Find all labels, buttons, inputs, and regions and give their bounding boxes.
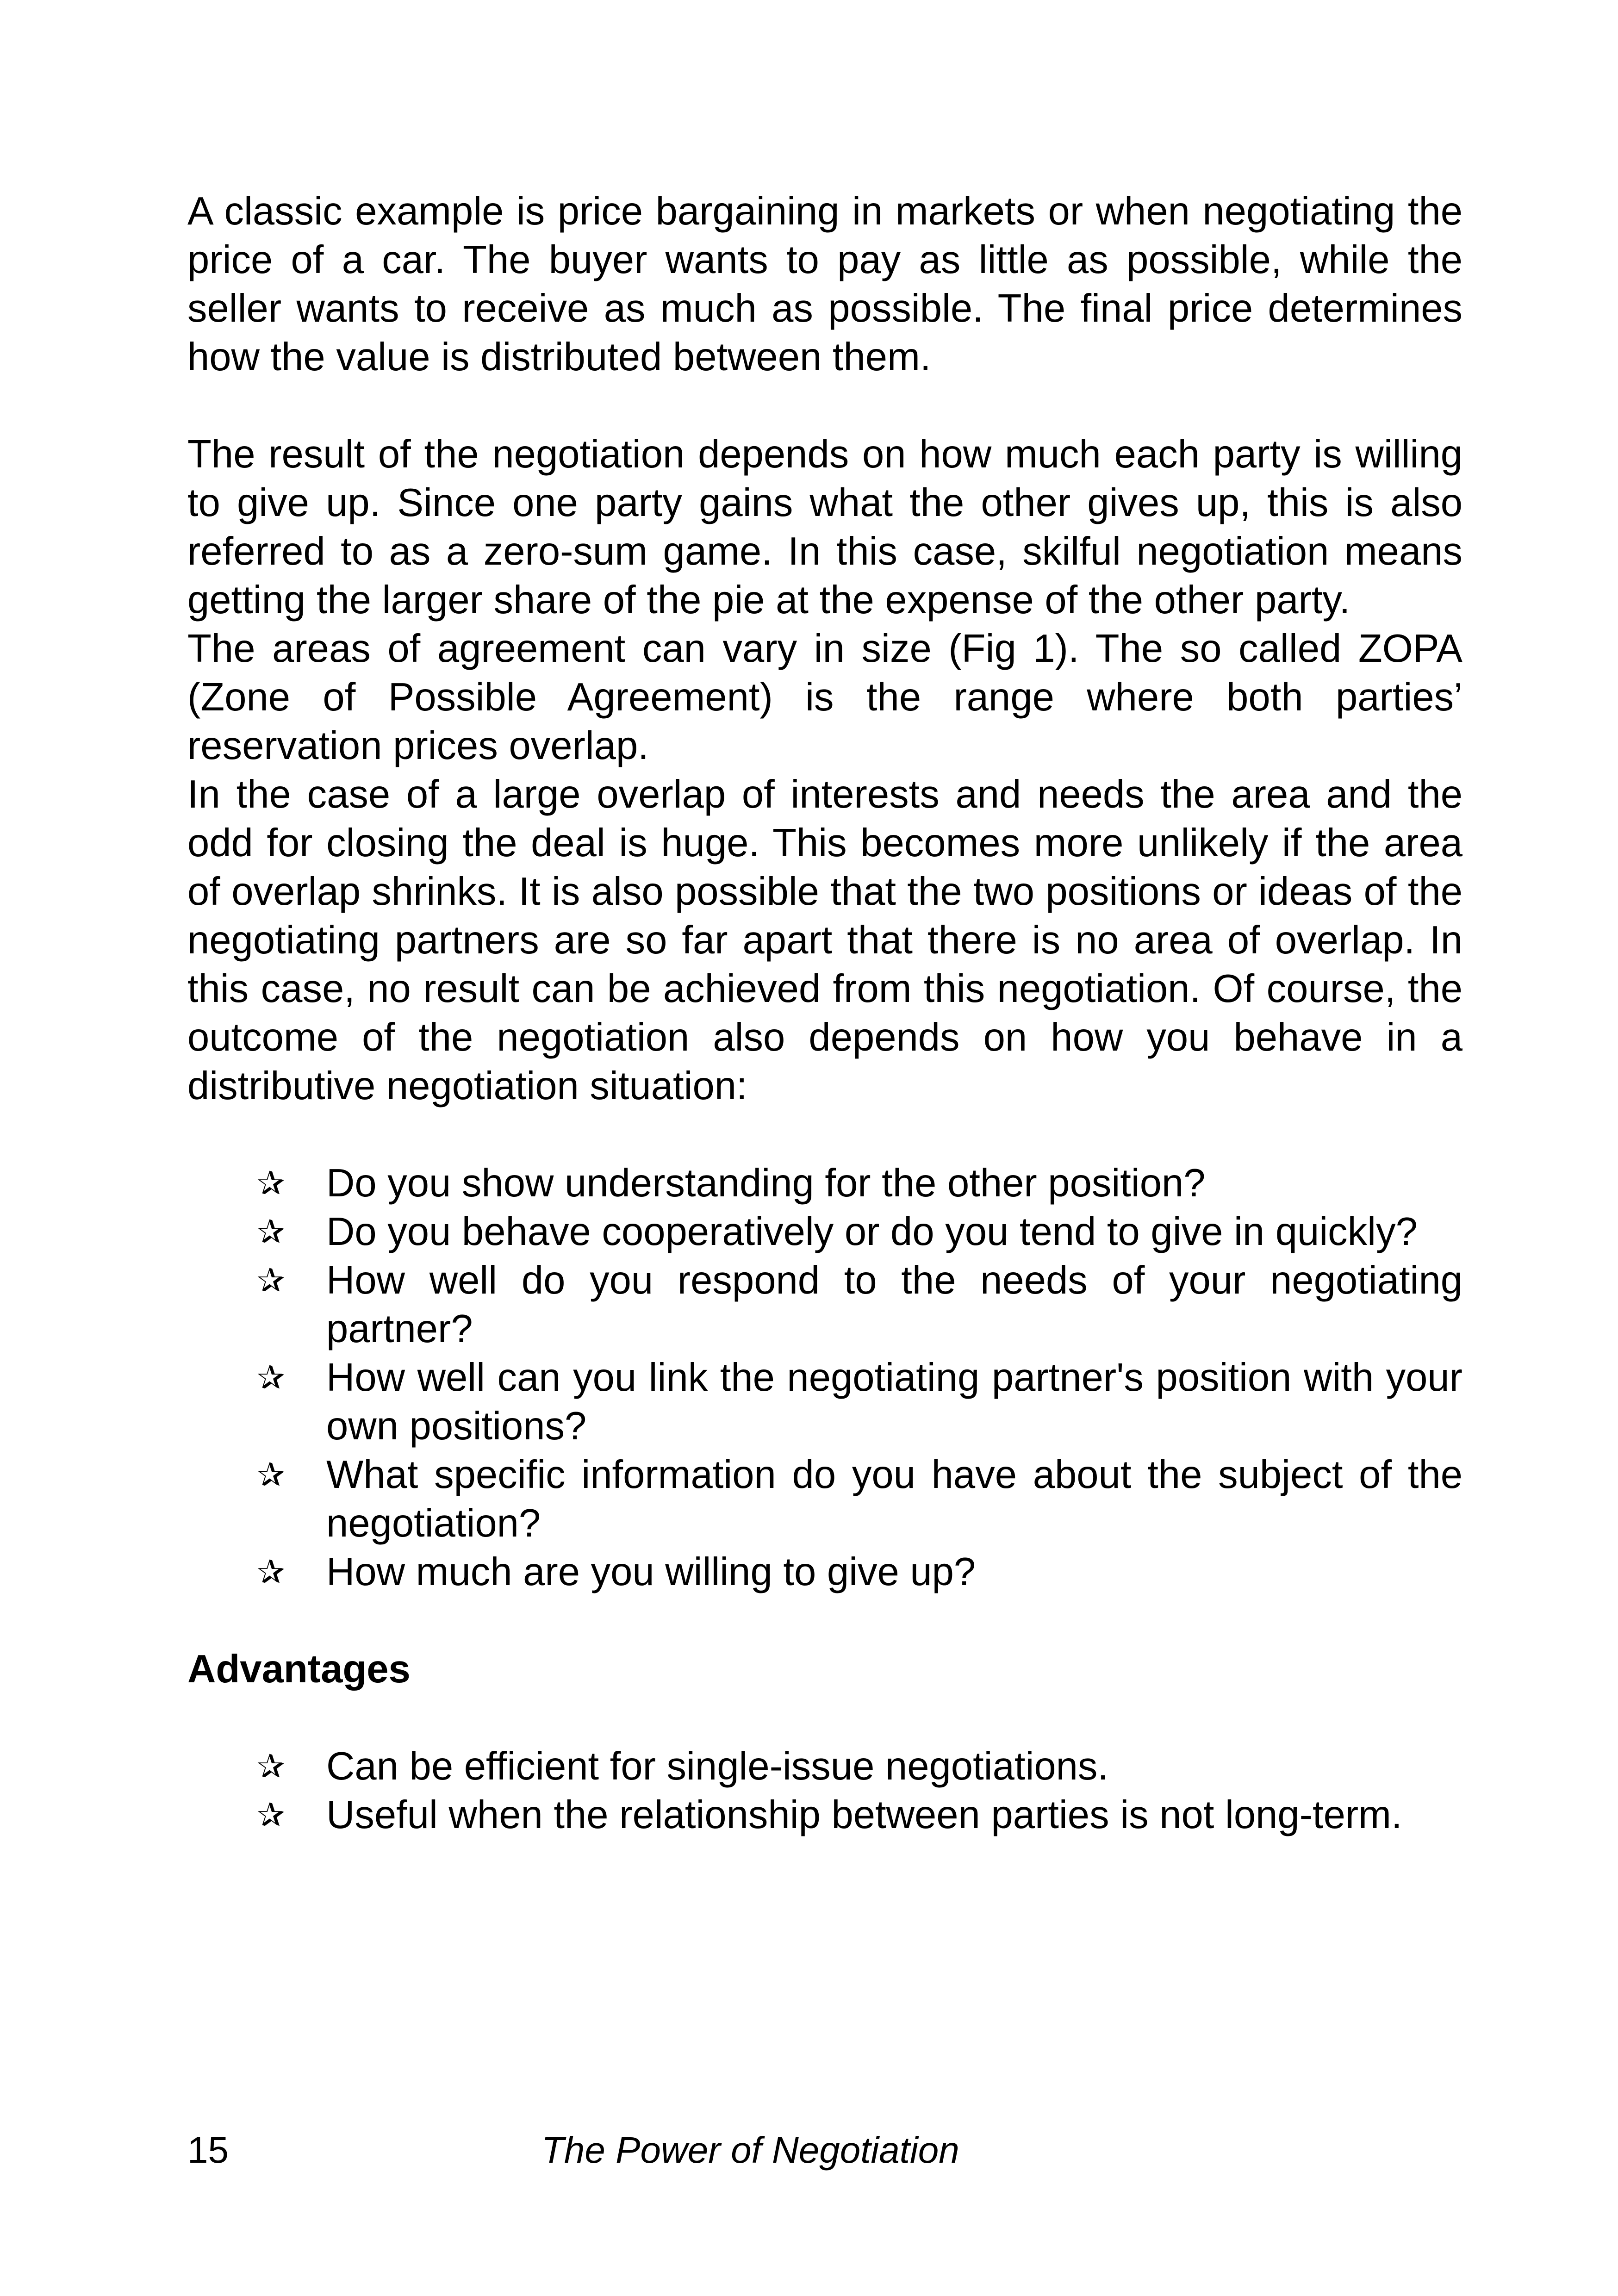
page-content bbox=[187, 187, 1462, 1839]
question-list bbox=[187, 1159, 1462, 1596]
list-item bbox=[187, 1742, 1462, 1791]
list-item-text: Do you behave cooperatively or do you tend to give in quickly? bbox=[326, 1210, 1418, 1254]
star-bullet-icon: ✰ bbox=[257, 1455, 285, 1494]
section-spacer bbox=[187, 1596, 1462, 1645]
list-item-text: Can be efficient for single-issue negotiations. bbox=[326, 1744, 1108, 1788]
paragraph-price-bargaining: A classic example is price bargaining in markets or when negotiating the price of a car. The buyer wants to pay as little as possible, while the seller wants to receive as much as possible. The final price determines how the value is distributed between them. bbox=[187, 189, 1462, 379]
page-number: 15 bbox=[187, 2129, 229, 2171]
advantages-list bbox=[187, 1742, 1462, 1839]
section-spacer bbox=[187, 1693, 1462, 1742]
paragraph-zero-sum: The result of the negotiation depends on how much each party is willing to give up. Since one party gains what the other gives up, this is also referred to as a zero-sum game. In this case, skilful negotiation means getting the larger share of the pie at the expense of the other party. bbox=[187, 432, 1462, 622]
star-bullet-icon: ✰ bbox=[257, 1552, 285, 1591]
list-item-text: How much are you willing to give up? bbox=[326, 1550, 976, 1594]
star-bullet-icon: ✰ bbox=[257, 1261, 285, 1300]
list-item-text: How well do you respond to the needs of your negotiating partner? bbox=[326, 1258, 1462, 1351]
star-bullet-icon: ✰ bbox=[257, 1212, 285, 1251]
list-item bbox=[187, 1791, 1462, 1839]
list-item bbox=[187, 1207, 1462, 1256]
list-item-text: Do you show understanding for the other position? bbox=[326, 1161, 1206, 1205]
paragraph-spacer bbox=[187, 381, 1462, 430]
list-item bbox=[187, 1159, 1462, 1207]
paragraph-overlap: In the case of a large overlap of interests and needs the area and the odd for closing the deal is huge. This becomes more unlikely if the area of overlap shrinks. It is also possible that the two positions or ideas of the negotiating partners are so far apart that there is no area of overlap. In this case, no result can be achieved from this negotiation. Of course, the outcome of the negotiation also depends on how you behave in a distributive negotiation situation: bbox=[187, 772, 1462, 1108]
star-bullet-icon: ✰ bbox=[257, 1358, 285, 1397]
list-item bbox=[187, 1548, 1462, 1596]
star-bullet-icon: ✰ bbox=[257, 1795, 285, 1834]
star-bullet-icon: ✰ bbox=[257, 1164, 285, 1202]
list-item-text: What specific information do you have about the subject of the negotiation? bbox=[326, 1453, 1462, 1545]
paragraph-zopa: The areas of agreement can vary in size (Fig 1). The so called ZOPA (Zone of Possible Agreement) is the range where both parties’ reservation prices overlap. bbox=[187, 627, 1462, 768]
list-item-text: How well can you link the negotiating partner's position with your own positions? bbox=[326, 1356, 1462, 1448]
star-bullet-icon: ✰ bbox=[257, 1747, 285, 1786]
list-item bbox=[187, 1256, 1462, 1353]
list-item-text: Useful when the relationship between parties is not long-term. bbox=[326, 1793, 1402, 1837]
paragraph-spacer bbox=[187, 1110, 1462, 1159]
running-title: The Power of Negotiation bbox=[541, 2129, 959, 2171]
list-item bbox=[187, 1450, 1462, 1548]
list-item bbox=[187, 1353, 1462, 1450]
advantages-heading: Advantages bbox=[187, 1647, 411, 1691]
